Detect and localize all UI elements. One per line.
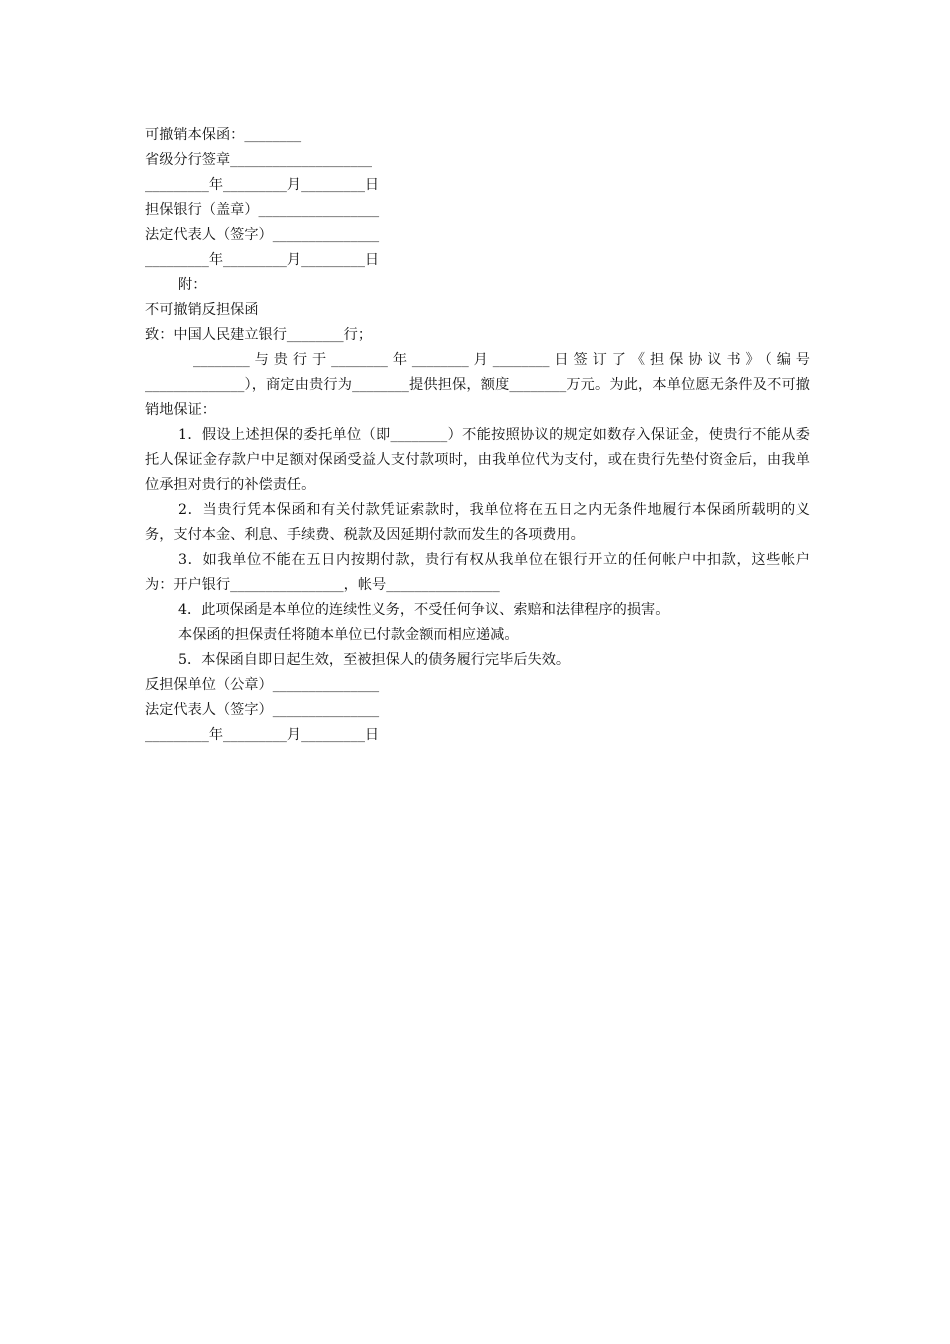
clause-2: 2．当贵行凭本保函和有关付款凭证索款时，我单位将在五日之内无条件地履行本保函所载明的义务，支付本金、利息、手续费、税款及因延期付款而发生的各项费用。 bbox=[145, 502, 810, 543]
date-line-1: _________年_________月_________日 bbox=[145, 177, 380, 193]
clause-5: 5．本保函自即日起生效，至被担保人的债务履行完毕后失效。 bbox=[178, 652, 571, 668]
counter-guarantee-title: 不可撤销反担保函 bbox=[145, 302, 259, 318]
provincial-seal-line: 省级分行签章____________________ bbox=[145, 152, 373, 168]
clause-reduction: 本保函的担保责任将随本单位已付款金额而相应递减。 bbox=[178, 627, 519, 643]
revocable-line: 可撤销本保函：________ bbox=[145, 127, 302, 143]
date-line-3: _________年_________月_________日 bbox=[145, 727, 380, 743]
clause-1: 1．假设上述担保的委托单位（即________）不能按照协议的规定如数存入保证金，使贵行不能从委托人保证金存款户中足额对保函受益人支付款项时，由我单位代为支付，或在贵行先垫付资金后，由我单位承担对贵行的补偿责任。 bbox=[145, 427, 810, 493]
counter-unit-line: 反担保单位（公章）_______________ bbox=[145, 677, 380, 693]
clause-4: 4．此项保函是本单位的连续性义务，不受任何争议、索赔和法律程序的损害。 bbox=[178, 602, 670, 618]
guarantor-bank-line: 担保银行（盖章）_________________ bbox=[145, 202, 380, 218]
clause-3: 3．如我单位不能在五日内按期付款，贵行有权从我单位在银行开立的任何帐户中扣款，这些帐户为：开户银行________________，帐号________________ bbox=[145, 552, 810, 593]
date-line-2: _________年_________月_________日 bbox=[145, 252, 380, 268]
intro-paragraph: ________与贵行于________年________月________日签订了《担保协议书》（编号______________），商定由贵行为________提供担保，额度________万元。为此，本单位愿无条件及不可撤销地保证： bbox=[145, 352, 810, 418]
document-page bbox=[145, 123, 810, 748]
appendix-label: 附： bbox=[178, 277, 207, 293]
legal-rep-line-2: 法定代表人（签字）_______________ bbox=[145, 702, 380, 718]
addressee-line: 致：中国人民建立银行________行； bbox=[145, 327, 373, 343]
legal-rep-line-1: 法定代表人（签字）_______________ bbox=[145, 227, 380, 243]
